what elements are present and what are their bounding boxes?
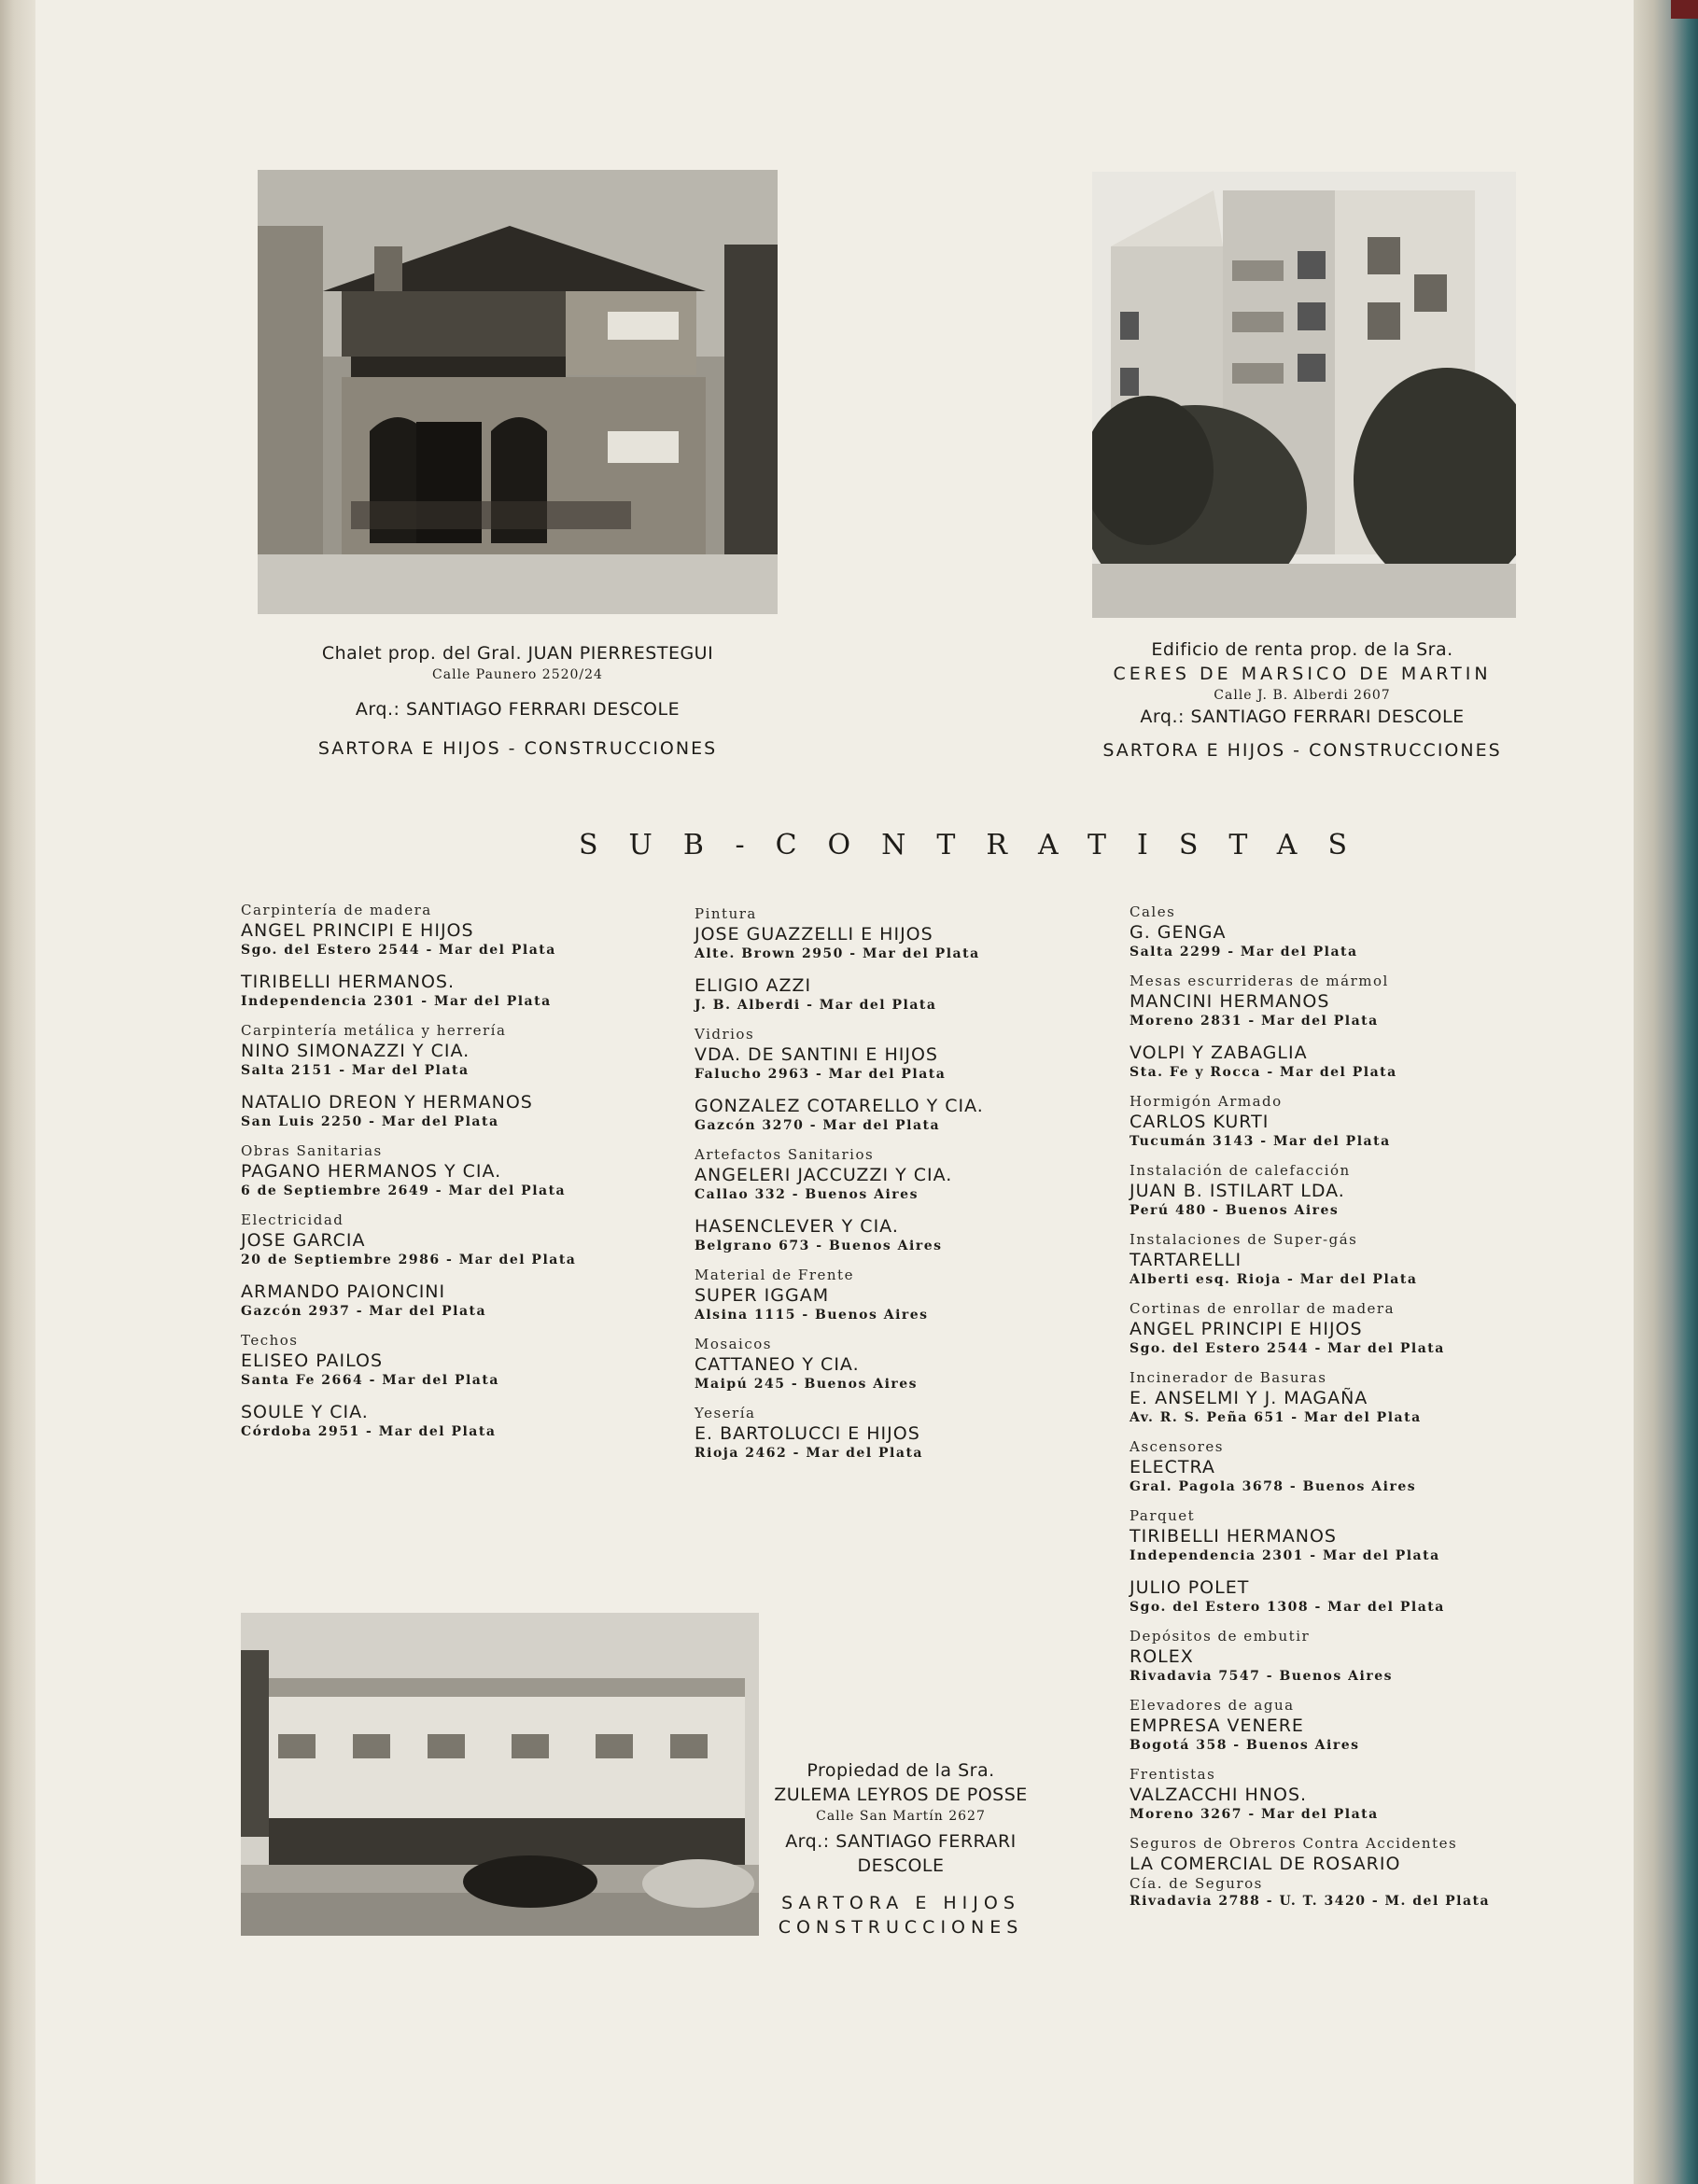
contractor-address: Gral. Pagola 3678 - Buenos Aires xyxy=(1130,1479,1417,1494)
contractor-name: TIRIBELLI HERMANOS xyxy=(1130,1526,1337,1547)
contractor-group xyxy=(1130,1835,1522,1911)
contractor-name: ELISEO PAILOS xyxy=(241,1351,384,1371)
contractor-address: Bogotá 358 - Buenos Aires xyxy=(1130,1738,1360,1753)
contractor-name: NINO SIMONAZZI Y CIA. xyxy=(241,1041,470,1061)
chalet-photo xyxy=(258,170,778,614)
contractor-name: NATALIO DREON Y HERMANOS xyxy=(241,1092,533,1113)
category-label: Depósitos de embutir xyxy=(1130,1628,1311,1645)
contractors-column-2 xyxy=(695,905,1087,1474)
contractor-group xyxy=(695,1026,1087,1135)
contractor-address: Gazcón 3270 - Mar del Plata xyxy=(695,1118,941,1133)
chalet-caption-builder: SARTORA E HIJOS - CONSTRUCCIONES xyxy=(317,738,718,759)
contractor-name: VDA. DE SANTINI E HIJOS xyxy=(695,1044,938,1065)
category-label: Carpintería metálica y herrería xyxy=(241,1022,507,1039)
category-label: Vidrios xyxy=(695,1026,755,1043)
contractor-address: 20 de Septiembre 2986 - Mar del Plata xyxy=(241,1253,577,1267)
edificio-caption-owner: CERES DE MARSICO DE MARTIN xyxy=(1113,664,1492,684)
contractor-address: Córdoba 2951 - Mar del Plata xyxy=(241,1424,497,1439)
contractor-group xyxy=(1130,1162,1522,1220)
contractor-name: G. GENGA xyxy=(1130,922,1227,943)
category-label: Mosaicos xyxy=(695,1336,772,1352)
category-label: Obras Sanitarias xyxy=(241,1142,383,1159)
propiedad-caption-architect-1: Arq.: SANTIAGO FERRARI xyxy=(785,1831,1017,1852)
contractor-group xyxy=(1130,1300,1522,1358)
contractor-name: SUPER IGGAM xyxy=(695,1285,830,1306)
propiedad-caption-builder-2: CONSTRUCCIONES xyxy=(778,1917,1024,1938)
contractor-group xyxy=(241,1211,652,1321)
contractor-address: Av. R. S. Peña 651 - Mar del Plata xyxy=(1130,1410,1422,1425)
category-label: Electricidad xyxy=(241,1211,344,1228)
contractor-address: Maipú 245 - Buenos Aires xyxy=(695,1377,919,1392)
propiedad-caption xyxy=(765,1758,1036,1939)
contractor-address: Sgo. del Estero 2544 - Mar del Plata xyxy=(241,943,556,958)
category-label: Artefactos Sanitarios xyxy=(695,1146,875,1163)
contractor-name: ELIGIO AZZI xyxy=(695,975,812,996)
contractor-group xyxy=(241,1332,652,1441)
category-label: Material de Frente xyxy=(695,1267,854,1283)
contractor-group xyxy=(695,905,1087,1015)
contractor-address: San Luis 2250 - Mar del Plata xyxy=(241,1114,499,1129)
category-label: Cales xyxy=(1130,903,1176,920)
contractor-name: TIRIBELLI HERMANOS. xyxy=(241,972,456,992)
propiedad-photo xyxy=(241,1613,759,1936)
category-label: Seguros de Obreros Contra Accidentes xyxy=(1130,1835,1458,1852)
contractor-address: Tucumán 3143 - Mar del Plata xyxy=(1130,1134,1391,1149)
contractor-group xyxy=(1130,1507,1522,1617)
contractor-group xyxy=(1130,1093,1522,1151)
category-label: Techos xyxy=(241,1332,299,1349)
contractors-column-1 xyxy=(241,902,652,1452)
category-label: Instalaciones de Super-gás xyxy=(1130,1231,1358,1248)
contractor-name: JOSE GARCIA xyxy=(241,1230,366,1251)
contractor-group xyxy=(1130,1766,1522,1824)
propiedad-caption-architect-2: DESCOLE xyxy=(857,1855,945,1876)
section-title: SUB-CONTRATISTAS xyxy=(579,829,1378,861)
edificio-caption xyxy=(1074,637,1531,763)
contractor-name: TARTARELLI xyxy=(1130,1250,1242,1270)
contractor-address: Moreno 3267 - Mar del Plata xyxy=(1130,1807,1379,1822)
category-label: Yesería xyxy=(695,1405,756,1421)
contractor-group xyxy=(695,1405,1087,1463)
contractors-column-3 xyxy=(1130,903,1522,1922)
category-label: Pintura xyxy=(695,905,757,922)
contractor-group xyxy=(1130,1369,1522,1427)
contractor-group xyxy=(241,1142,652,1200)
chalet-caption-address: Calle Paunero 2520/24 xyxy=(432,667,603,682)
contractor-address: Independencia 2301 - Mar del Plata xyxy=(1130,1548,1440,1563)
contractor-address: 6 de Septiembre 2649 - Mar del Plata xyxy=(241,1183,567,1198)
category-label: Parquet xyxy=(1130,1507,1196,1524)
contractor-name: ELECTRA xyxy=(1130,1457,1215,1477)
edificio-caption-address: Calle J. B. Alberdi 2607 xyxy=(1214,688,1391,703)
category-label: Instalación de calefacción xyxy=(1130,1162,1351,1179)
contractor-group xyxy=(1130,1438,1522,1496)
contractor-address: Salta 2151 - Mar del Plata xyxy=(241,1063,470,1078)
contractor-name: ANGEL PRINCIPI E HIJOS xyxy=(1130,1319,1363,1339)
edificio-caption-architect: Arq.: SANTIAGO FERRARI DESCOLE xyxy=(1140,707,1465,727)
propiedad-caption-title: Propiedad de la Sra. xyxy=(807,1760,995,1781)
category-label: Elevadores de agua xyxy=(1130,1697,1295,1714)
contractor-name: ANGELERI JACCUZZI Y CIA. xyxy=(695,1165,953,1185)
propiedad-caption-address: Calle San Martín 2627 xyxy=(816,1809,986,1824)
edificio-caption-builder: SARTORA E HIJOS - CONSTRUCCIONES xyxy=(1102,740,1502,761)
contractor-address: J. B. Alberdi - Mar del Plata xyxy=(695,998,937,1013)
contractor-name: LA COMERCIAL DE ROSARIO xyxy=(1130,1854,1401,1874)
contractor-address: Santa Fe 2664 - Mar del Plata xyxy=(241,1373,499,1388)
edificio-caption-title: Edificio de renta prop. de la Sra. xyxy=(1151,639,1453,660)
category-label: Incinerador de Basuras xyxy=(1130,1369,1327,1386)
contractor-address: Rioja 2462 - Mar del Plata xyxy=(695,1446,923,1461)
category-label: Cortinas de enrollar de madera xyxy=(1130,1300,1396,1317)
contractor-address: Rivadavia 7547 - Buenos Aires xyxy=(1130,1669,1393,1684)
contractor-name: PAGANO HERMANOS Y CIA. xyxy=(241,1161,502,1182)
category-label: Hormigón Armado xyxy=(1130,1093,1283,1110)
contractor-name: ROLEX xyxy=(1130,1646,1194,1667)
contractor-group xyxy=(241,902,652,1011)
contractor-name: JUAN B. ISTILART LDA. xyxy=(1130,1181,1345,1201)
propiedad-caption-builder-1: SARTORA E HIJOS xyxy=(781,1893,1020,1913)
category-label: Mesas escurrideras de mármol xyxy=(1130,973,1389,989)
category-label: Frentistas xyxy=(1130,1766,1216,1783)
propiedad-caption-owner: ZULEMA LEYROS DE POSSE xyxy=(774,1785,1028,1805)
contractor-name: GONZALEZ COTARELLO Y CIA. xyxy=(695,1096,984,1116)
contractor-name: JOSE GUAZZELLI E HIJOS xyxy=(695,924,933,945)
contractor-group xyxy=(695,1146,1087,1255)
contractor-group xyxy=(1130,903,1522,961)
contractor-name: ANGEL PRINCIPI E HIJOS xyxy=(241,920,474,941)
contractor-name: JULIO POLET xyxy=(1130,1577,1250,1598)
contractor-address: Alte. Brown 2950 - Mar del Plata xyxy=(695,946,980,961)
contractor-address: Sgo. del Estero 2544 - Mar del Plata xyxy=(1130,1341,1445,1356)
contractor-name: E. BARTOLUCCI E HIJOS xyxy=(695,1423,920,1444)
contractor-group xyxy=(241,1022,652,1131)
contractor-group xyxy=(695,1336,1087,1393)
contractor-address: Belgrano 673 - Buenos Aires xyxy=(695,1239,943,1253)
contractor-address: Callao 332 - Buenos Aires xyxy=(695,1187,919,1202)
contractor-group xyxy=(695,1267,1087,1324)
contractor-name: EMPRESA VENERE xyxy=(1130,1715,1304,1736)
chalet-caption-architect: Arq.: SANTIAGO FERRARI DESCOLE xyxy=(355,699,681,720)
contractor-name: MANCINI HERMANOS xyxy=(1130,991,1330,1012)
contractor-name: ARMANDO PAIONCINI xyxy=(241,1281,446,1302)
contractor-address: Perú 480 - Buenos Aires xyxy=(1130,1203,1340,1218)
contractor-name: CARLOS KURTI xyxy=(1130,1112,1270,1132)
contractor-group xyxy=(1130,1628,1522,1686)
chalet-caption-title: Chalet prop. del Gral. JUAN PIERRESTEGUI xyxy=(321,643,714,664)
contractor-note: Cía. de Seguros xyxy=(1130,1875,1263,1892)
contractor-address: Alberti esq. Rioja - Mar del Plata xyxy=(1130,1272,1418,1287)
contractor-group xyxy=(1130,1697,1522,1755)
book-gutter xyxy=(0,0,35,2184)
book-page-edge xyxy=(1634,0,1698,2184)
category-label: Carpintería de madera xyxy=(241,902,432,918)
contractor-address: Sgo. del Estero 1308 - Mar del Plata xyxy=(1130,1600,1445,1615)
contractor-group xyxy=(1130,1231,1522,1289)
contractor-address: Falucho 2963 - Mar del Plata xyxy=(695,1067,947,1082)
contractor-name: SOULE Y CIA. xyxy=(241,1402,369,1422)
contractor-group xyxy=(1130,973,1522,1082)
contractor-name: VOLPI Y ZABAGLIA xyxy=(1130,1043,1308,1063)
contractor-address: Gazcón 2937 - Mar del Plata xyxy=(241,1304,487,1319)
contractor-address: Salta 2299 - Mar del Plata xyxy=(1130,945,1358,959)
contractor-name: CATTANEO Y CIA. xyxy=(695,1354,860,1375)
contractor-address: Independencia 2301 - Mar del Plata xyxy=(241,994,552,1009)
book-binding-mark xyxy=(1671,0,1698,19)
category-label: Ascensores xyxy=(1130,1438,1224,1455)
edificio-photo xyxy=(1092,172,1516,618)
contractor-name: E. ANSELMI Y J. MAGAÑA xyxy=(1130,1388,1368,1408)
contractor-address: Sta. Fe y Rocca - Mar del Plata xyxy=(1130,1065,1397,1080)
contractor-address: Rivadavia 2788 - U. T. 3420 - M. del Plata xyxy=(1130,1894,1491,1909)
contractor-name: HASENCLEVER Y CIA. xyxy=(695,1216,899,1237)
contractor-name: VALZACCHI HNOS. xyxy=(1130,1785,1308,1805)
contractor-address: Moreno 2831 - Mar del Plata xyxy=(1130,1014,1379,1029)
chalet-caption xyxy=(258,641,778,761)
contractor-address: Alsina 1115 - Buenos Aires xyxy=(695,1308,929,1323)
